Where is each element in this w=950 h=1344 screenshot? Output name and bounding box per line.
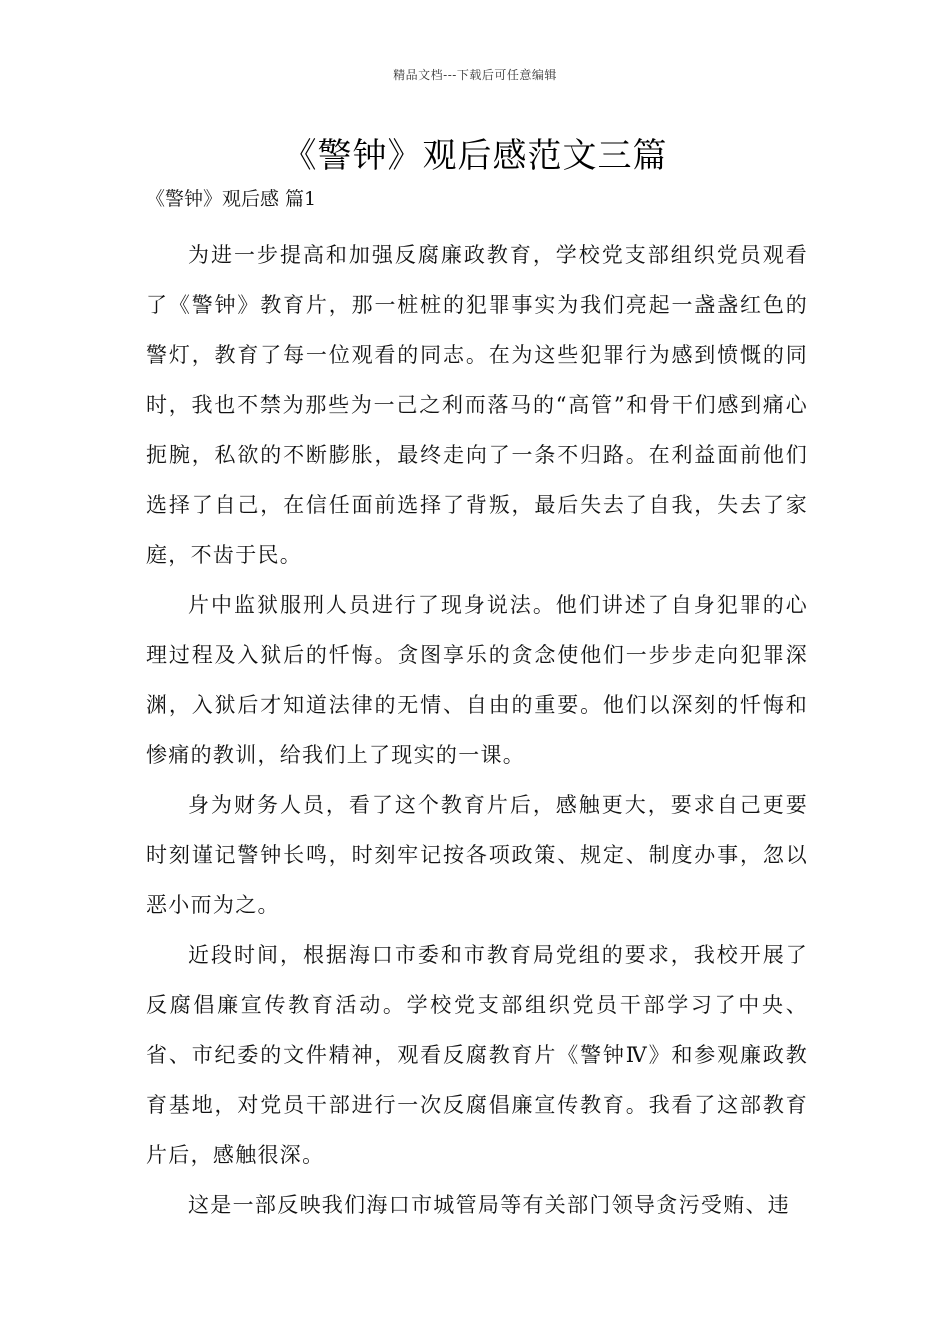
paragraph-4: 近段时间，根据海口市委和市教育局党组的要求，我校开展了反腐倡廉宣传教育活动。学校党支部组织党员干部学习了中央、省、市纪委的文件精神，观看反腐教育片《警钟Ⅳ》和参观廉政教育基地，对党员干部进行一次反腐倡廉宣传教育。我看了这部教育片后，感触很深。 <box>146 943 808 1167</box>
header-note: 精品文档---下载后可任意编辑 <box>393 68 557 82</box>
paragraph-5: 这是一部反映我们海口市城管局等有关部门领导贪污受贿、违 <box>188 1193 791 1217</box>
paragraph-1: 为进一步提高和加强反腐廉政教育，学校党支部组织党员观看了《警钟》教育片，那一桩桩的犯罪事实为我们亮起一盏盏红色的警灯，教育了每一位观看的同志。在为这些犯罪行为感到愤慨的同时，我也不禁为那些为一己之利而落马的“高管”和骨干们感到痛心扼腕，私欲的不断膨胀，最终走向了一条不归路。在利益面前他们选择了自己，在信任面前选择了背叛，最后失去了自我，失去了家庭，不齿于民。 <box>146 243 808 567</box>
section-heading: 《警钟》观后感 篇1 <box>146 188 317 210</box>
paragraph-3: 身为财务人员，看了这个教育片后，感触更大，要求自己更要时刻谨记警钟长鸣，时刻牢记按各项政策、规定、制度办事，忽以恶小而为之。 <box>146 793 808 917</box>
document-title: 《警钟》观后感范文三篇 <box>282 136 668 176</box>
body-text <box>146 230 808 1230</box>
paragraph-2: 片中监狱服刑人员进行了现身说法。他们讲述了自身犯罪的心理过程及入狱后的忏悔。贪图享乐的贪念使他们一步步走向犯罪深渊，入狱后才知道法律的无情、自由的重要。他们以深刻的忏悔和惨痛的教训，给我们上了现实的一课。 <box>146 593 808 767</box>
